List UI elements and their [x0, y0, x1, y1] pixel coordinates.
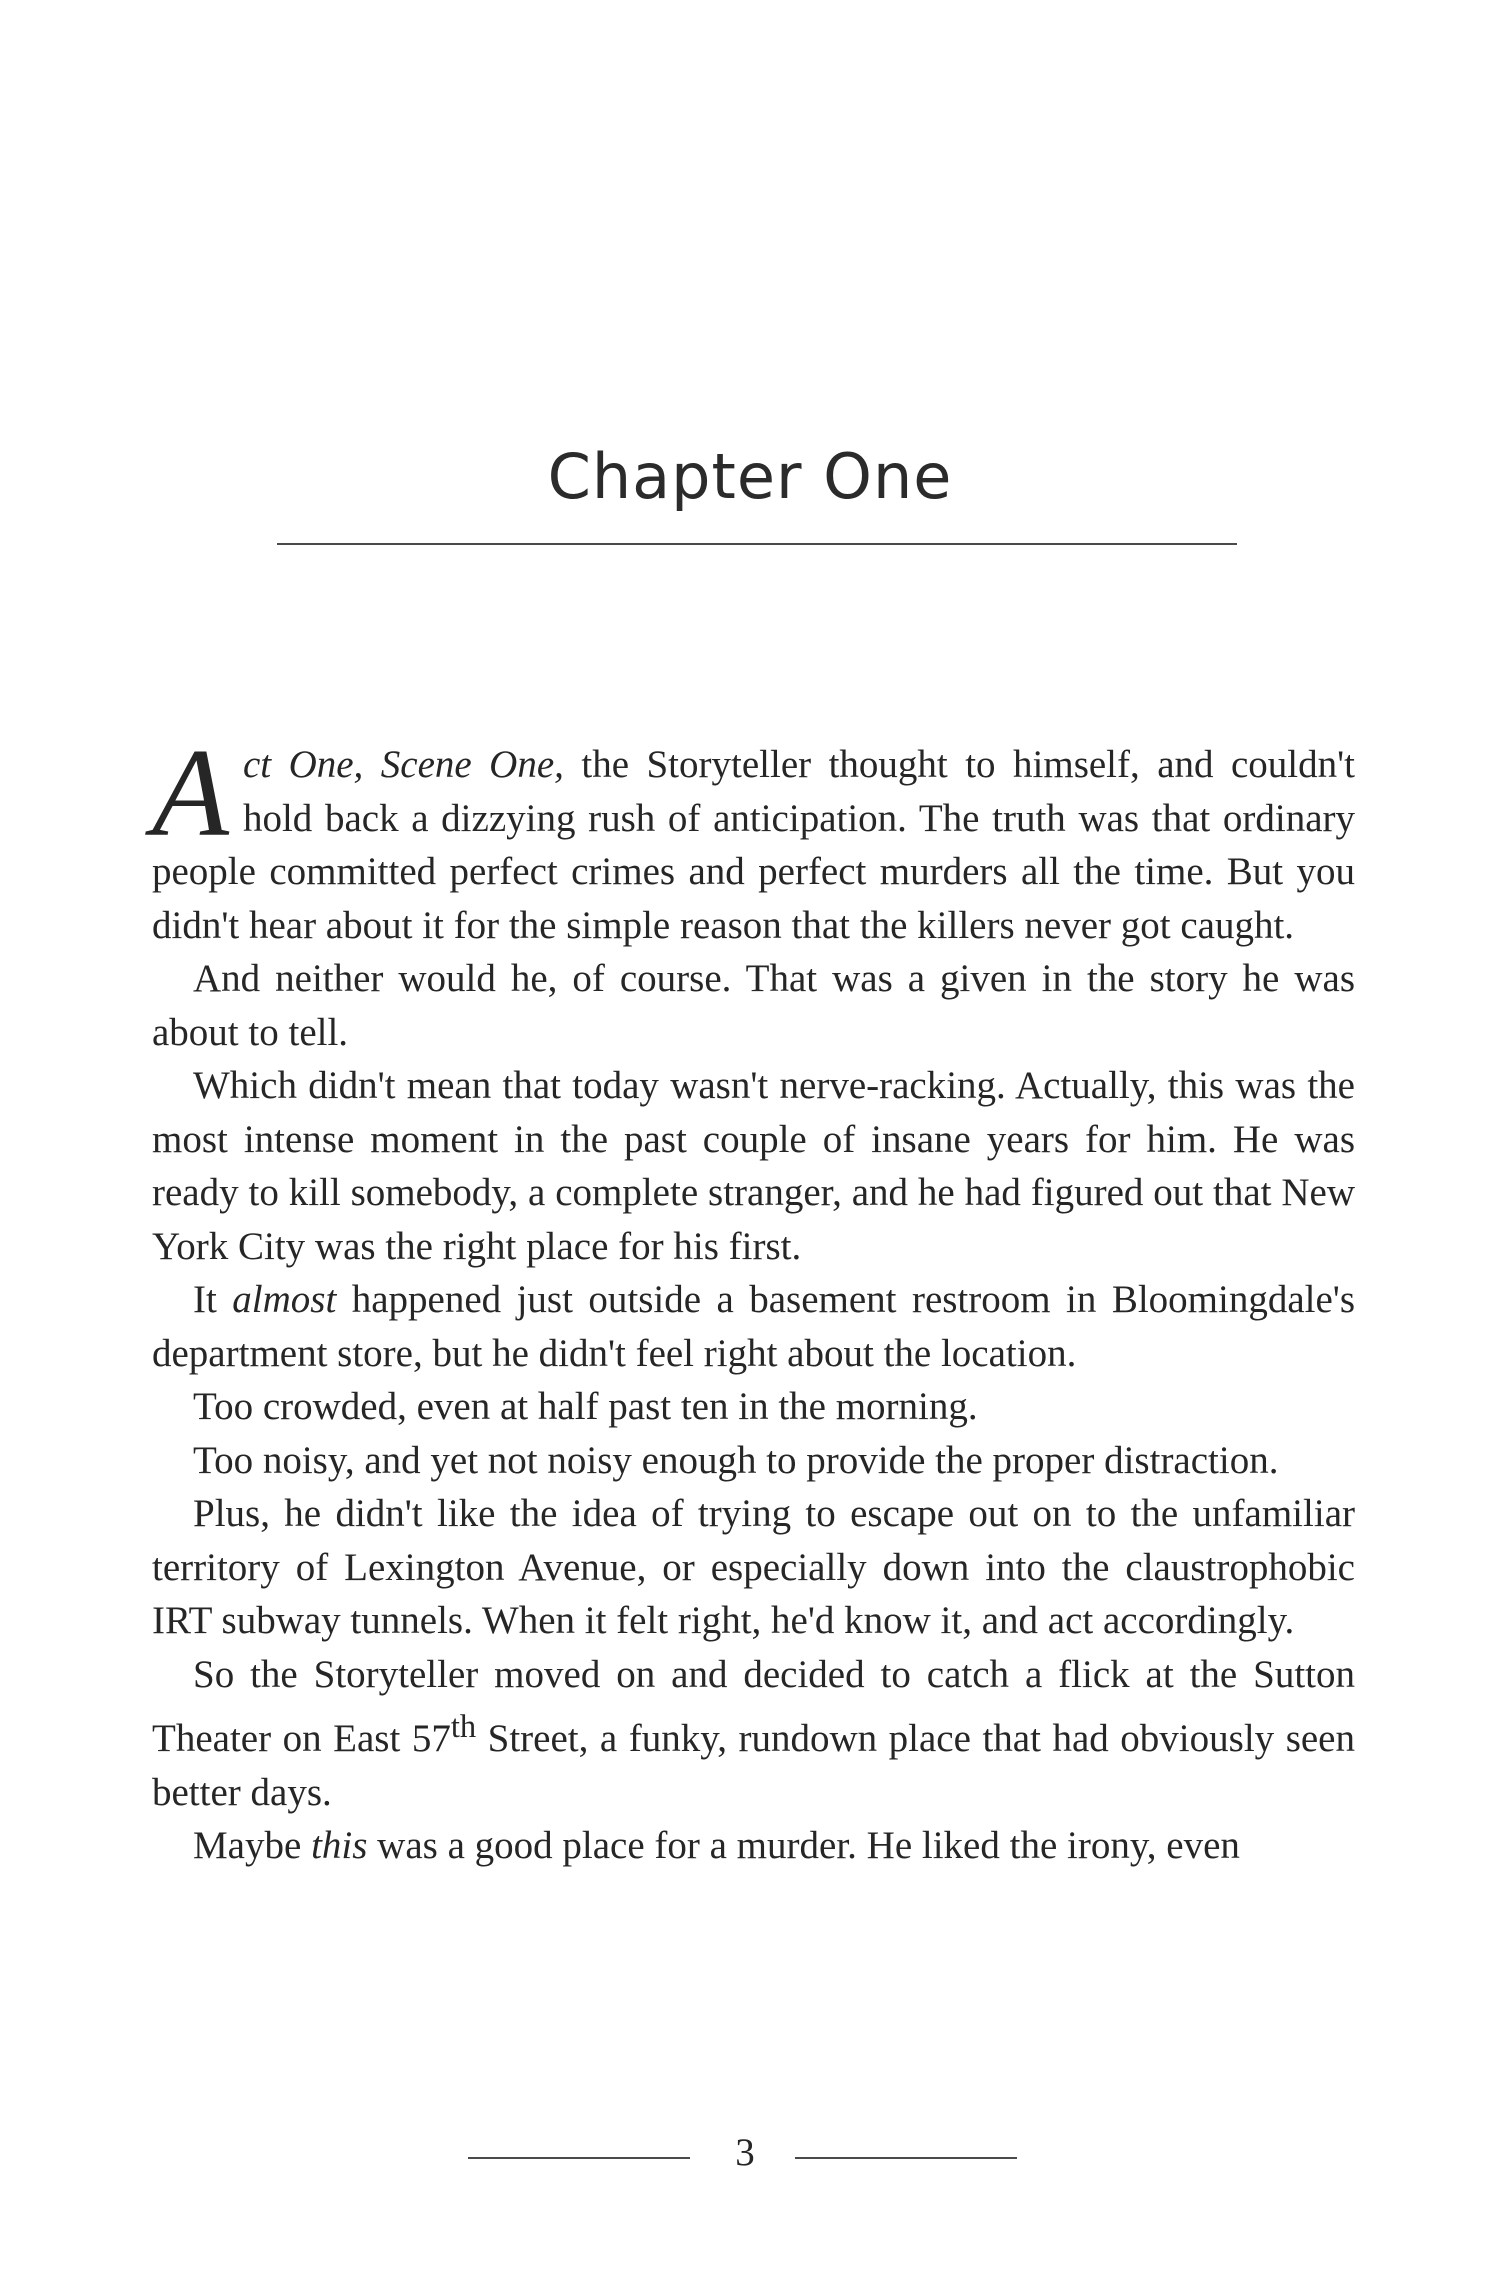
paragraph-8-after: Street, a funky, rundown place that had obviously seen better days. — [152, 1717, 1355, 1814]
paragraph-9 — [152, 1819, 1355, 1873]
footer-rule-right — [795, 2157, 1017, 2159]
paragraph-3: Which didn't mean that today wasn't nerve-racking. Actually, this was the most intense moment in the past couple of insane years for him. He was ready to kill somebody, a complete stranger, and he had figured out that New York City was the right place for his first. — [152, 1064, 1355, 1268]
paragraph-7: Plus, he didn't like the idea of trying to escape out on to the unfamiliar territory of Lexington Avenue, or especially down into the claustrophobic IRT subway tunnels. When it felt right, he'd know it, and act accordingly. — [152, 1492, 1355, 1642]
footer-rule-left — [468, 2157, 690, 2159]
page-number: 3 — [735, 2131, 755, 2174]
paragraph-6: Too noisy, and yet not noisy enough to provide the proper distraction. — [193, 1438, 1279, 1482]
paragraph-8 — [152, 1648, 1355, 1820]
paragraph-8-before: So the Storyteller moved on and decided to catch a flick at the Sutton Theater on East 57 — [152, 1652, 1355, 1760]
paragraph-4 — [152, 1273, 1355, 1380]
paragraph-9-before: Maybe — [193, 1824, 312, 1867]
paragraph-5: Too crowded, even at half past ten in the morning. — [193, 1385, 978, 1428]
paragraph-9-after: was a good place for a murder. He liked the irony, even — [367, 1824, 1240, 1867]
chapter-title: Chapter One — [547, 440, 953, 513]
drop-cap: A — [152, 724, 229, 863]
paragraph-9-italic: this — [311, 1824, 368, 1867]
paragraph-1 — [152, 724, 1356, 952]
paragraph-8-superscript: th — [450, 1709, 477, 1745]
paragraph-4-after: happened just outside a basement restroom in Bloomingdale's department store, but he didn't feel right about the location. — [152, 1278, 1355, 1375]
paragraph-1-text: the Storyteller thought to himself, and couldn't hold back a dizzying rush of anticipation. The truth was that ordinary people committed perfect crimes and perfect murders all the time. But you didn't hear about it for the simple reason that the killers never got caught. — [152, 743, 1356, 947]
paragraph-4-before: It — [193, 1278, 233, 1321]
paragraph-2: And neither would he, of course. That was a given in the story he was about to tell. — [152, 957, 1355, 1054]
paragraph-1-italic-lead: ct One, Scene One, — [242, 743, 564, 786]
chapter-title-rule — [277, 543, 1237, 545]
paragraph-4-italic: almost — [232, 1278, 337, 1321]
chapter-body — [152, 724, 1356, 1873]
